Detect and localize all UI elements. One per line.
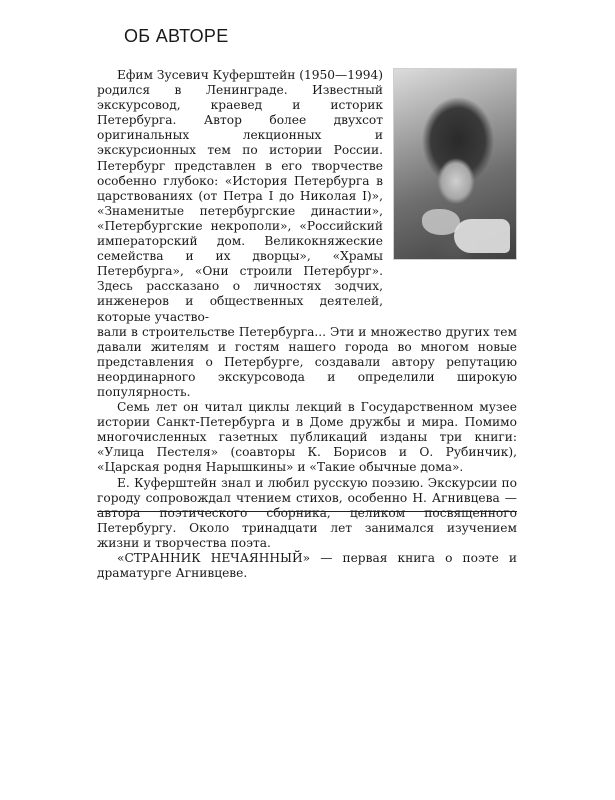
- bio-paragraph-1-end: вали в строительстве Петербурга... Эти и множество других тем давали жителям и гостям нашего города во многом новые представления о Петербурге, создавали автору репутацию неординарного экскурсовода и определили широкую популярность.: [97, 324, 517, 399]
- page-title: ОБ АВТОРЕ: [124, 26, 229, 46]
- horizontal-rule: [97, 511, 517, 512]
- bio-paragraph-1-start: Ефим Зусевич Куферштейн (1950—1994) родился в Ленинграде. Известный экскурсовод, краевед и историк Петербурга. Автор более двухсот оригинальных лекционных и экскурсионных тем по истории России. Петербург представлен в его творчестве особенно глубоко: «История Петербурга в царствованиях (от Петра I до Николая I)», «Знаменитые петербургские династии», «Петербургские некрополи», «Российский императорский дом. Великокняжеские семейства и их дворцы», «Храмы Петербурга», «Они строили Петербург». Здесь рассказано о личностях зодчих, инженеров и общественных деятелей, которые участво-: [97, 68, 383, 324]
- bio-paragraph-2: Семь лет он читал циклы лекций в Государственном музее истории Санкт-Петербурга и в Доме дружбы и мира. Помимо многочисленных газетных публикаций изданы три книги: «Улица Пестеля» (соавторы К. Борисов и О. Рубинчик), «Царская родня Нарышкины» и «Такие обычные дома».: [97, 400, 517, 475]
- author-bio: [97, 68, 517, 581]
- bio-paragraph-3: Е. Куферштейн знал и любил русскую поэзию. Экскурсии по городу сопровождал чтением стихов, особенно Н. Агнивцева — автора поэтического сборника, целиком посвященного Петербургу. Около тринадцати лет занимался изучением жизни и творчества поэта.: [97, 475, 517, 550]
- bio-paragraph-4: «СТРАННИК НЕЧАЯННЫЙ» — первая книга о поэте и драматурге Агнивцеве.: [97, 551, 517, 581]
- bio-wrapped-column: [97, 68, 383, 325]
